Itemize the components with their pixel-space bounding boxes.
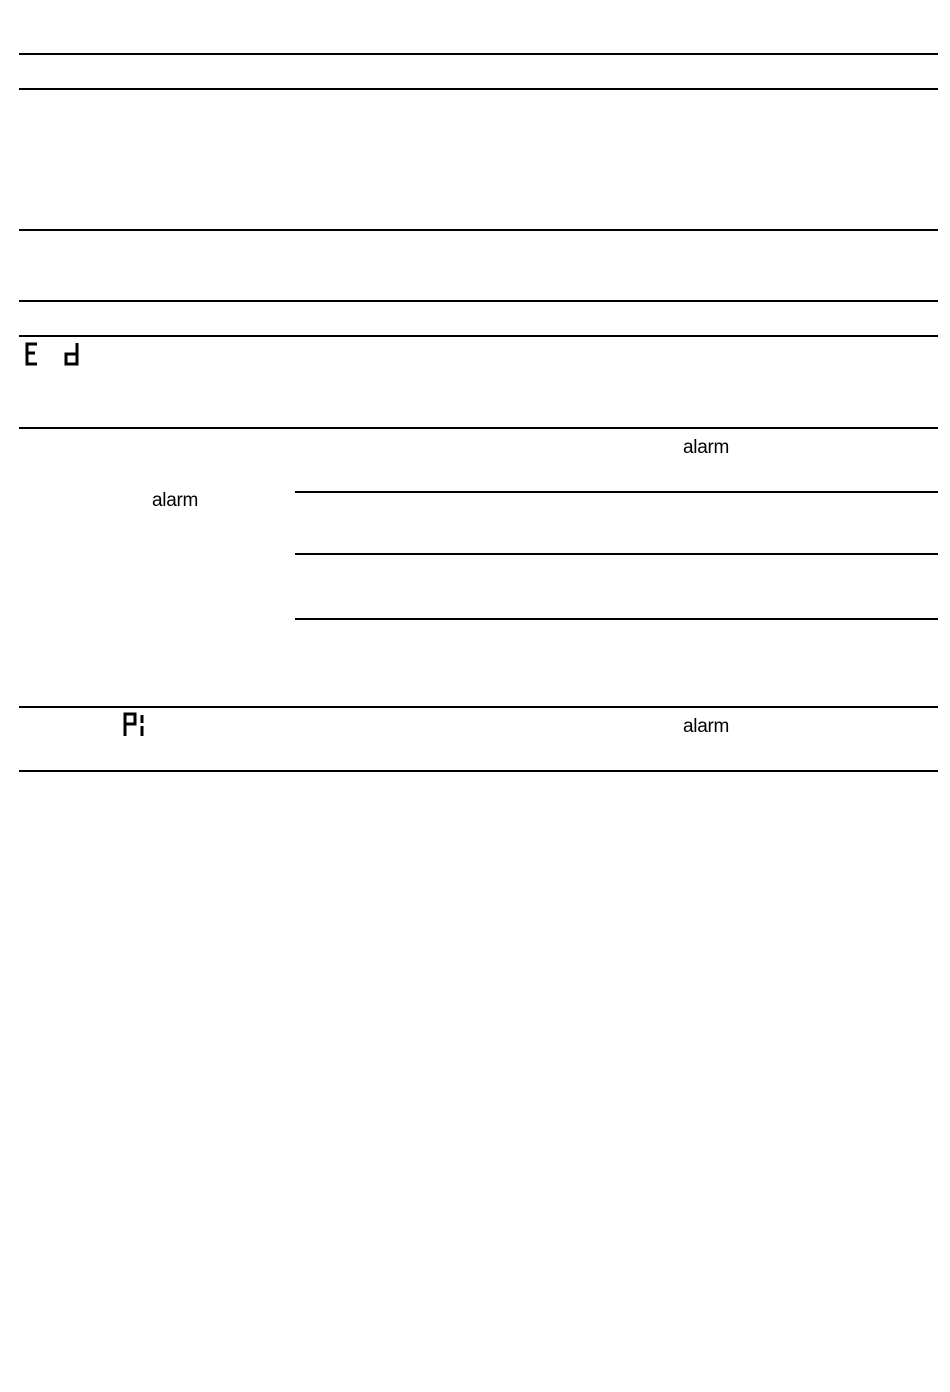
table-cell-text: alarm bbox=[683, 716, 730, 737]
table-rule bbox=[19, 706, 938, 708]
seven-segment-d-icon bbox=[63, 342, 81, 366]
seven-segment-e-icon bbox=[24, 342, 40, 366]
table-rule bbox=[19, 88, 938, 90]
table-cell-text: alarm bbox=[683, 437, 730, 458]
table-cell-text: alarm bbox=[152, 490, 199, 511]
table-rule bbox=[19, 300, 938, 302]
table-sub-rule bbox=[295, 618, 938, 620]
table-rule bbox=[19, 229, 938, 231]
table-rule bbox=[19, 427, 938, 429]
table-bottom-rule bbox=[19, 770, 938, 772]
seven-segment-p1-icon bbox=[122, 712, 146, 738]
table-sub-rule bbox=[295, 553, 938, 555]
table-top-rule bbox=[19, 53, 938, 55]
table-sub-rule bbox=[295, 491, 938, 493]
table-rule bbox=[19, 335, 938, 337]
